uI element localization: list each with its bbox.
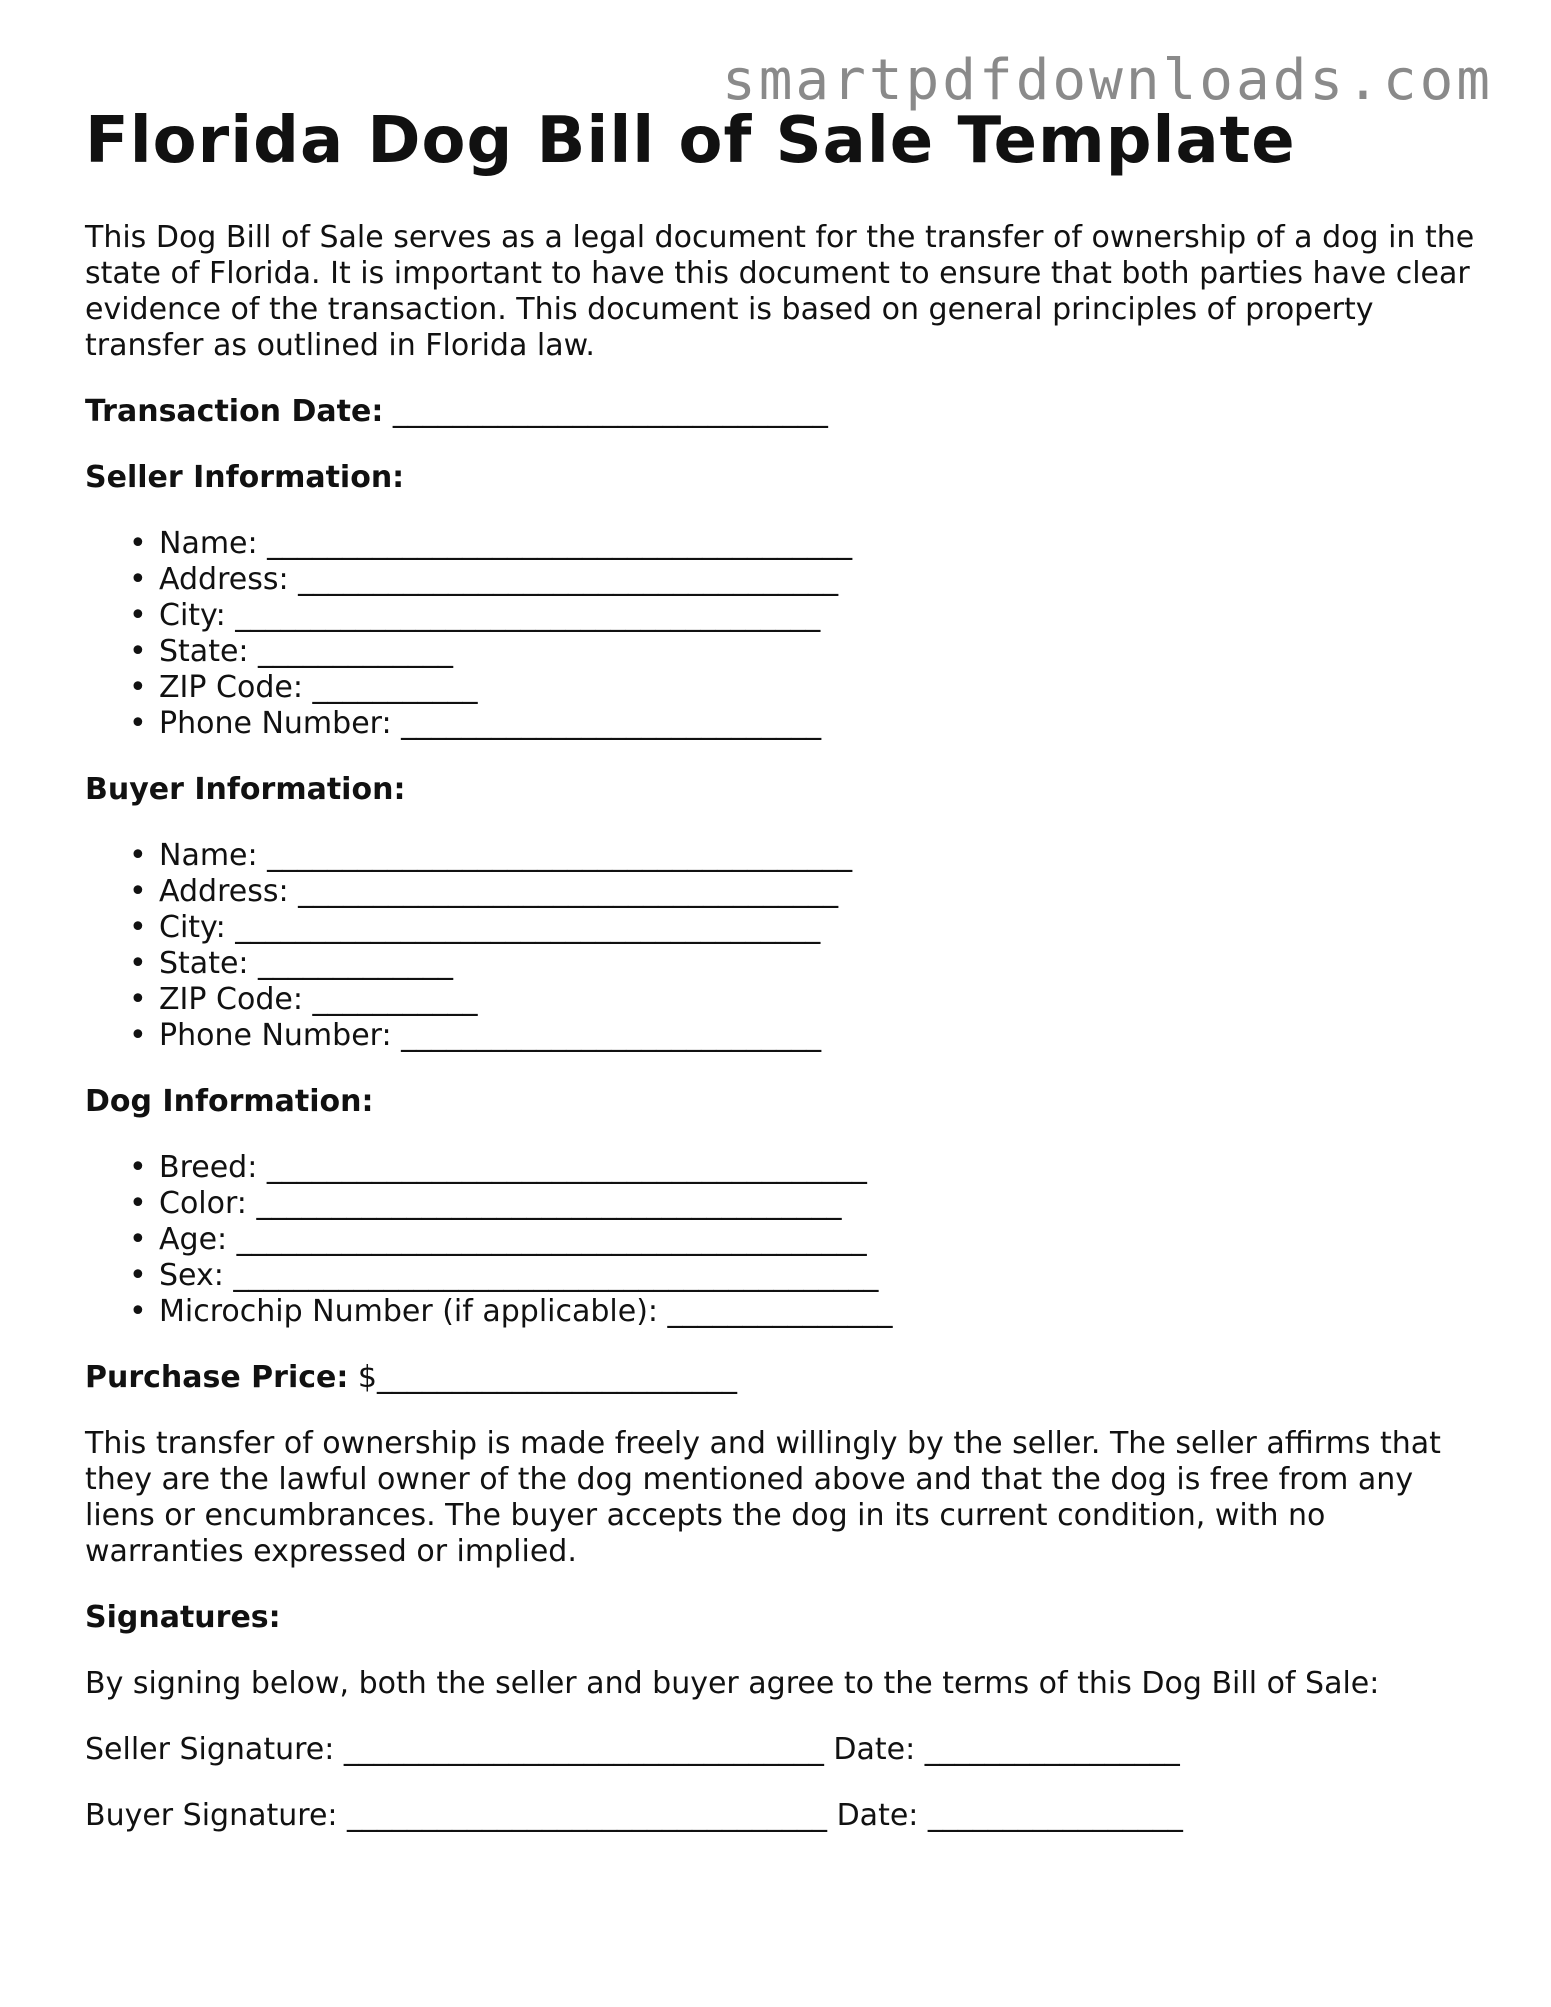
purchase-price-label: Purchase Price: <box>85 1360 349 1395</box>
seller-info-list <box>85 526 1475 742</box>
document-body <box>85 220 1475 1864</box>
purchase-price-field[interactable] <box>85 1360 1475 1396</box>
bullet: • <box>129 598 147 633</box>
watermark: smartpdfdownloads.com <box>721 48 1493 113</box>
list-item[interactable] <box>129 706 1475 742</box>
list-item[interactable] <box>129 1018 1475 1054</box>
seller-signature-line[interactable]: Seller Signature: ________________________________ Date: _________________ <box>85 1732 1180 1767</box>
dog-sex-field[interactable]: Sex: ___________________________________________ <box>159 1258 879 1293</box>
list-item[interactable] <box>129 526 1475 562</box>
dog-breed-field[interactable]: Breed: ________________________________________ <box>159 1150 867 1185</box>
dog-info-list <box>85 1150 1475 1330</box>
seller-state-field[interactable]: State: _____________ <box>159 634 454 669</box>
bullet: • <box>129 946 147 981</box>
bullet: • <box>129 1018 147 1053</box>
bullet: • <box>129 910 147 945</box>
bullet: • <box>129 1258 147 1293</box>
list-item[interactable] <box>129 562 1475 598</box>
list-item[interactable] <box>129 982 1475 1018</box>
seller-city-field[interactable]: City: _______________________________________ <box>159 598 821 633</box>
dog-age-field[interactable]: Age: __________________________________________ <box>159 1222 867 1257</box>
bullet: • <box>129 526 147 561</box>
seller-phone-field[interactable]: Phone Number: ____________________________ <box>159 706 822 741</box>
list-item[interactable] <box>129 598 1475 634</box>
bullet: • <box>129 874 147 909</box>
bullet: • <box>129 634 147 669</box>
buyer-phone-field[interactable]: Phone Number: ____________________________ <box>159 1018 822 1053</box>
bullet: • <box>129 1150 147 1185</box>
bullet: • <box>129 670 147 705</box>
dog-color-field[interactable]: Color: _______________________________________ <box>159 1186 842 1221</box>
intro-paragraph: This Dog Bill of Sale serves as a legal document for the transfer of ownership of a dog in the state of Florida. It is important to have this document to ensure that both parties have clear evidence of the transaction. This document is based on general principles of property transfer as outlined in Florida law. <box>85 220 1475 363</box>
list-item[interactable] <box>129 634 1475 670</box>
page-title: Florida Dog Bill of Sale Template <box>85 104 1296 178</box>
signatures-statement: By signing below, both the seller and buyer agree to the terms of this Dog Bill of Sale: <box>85 1666 1380 1701</box>
buyer-info-list <box>85 838 1475 1054</box>
transaction-date-field[interactable] <box>85 394 1475 430</box>
seller-address-field[interactable]: Address: ____________________________________ <box>159 562 839 597</box>
bullet: • <box>129 838 147 873</box>
purchase-price-blank[interactable]: $________________________ <box>348 1360 737 1395</box>
buyer-city-field[interactable]: City: _______________________________________ <box>159 910 821 945</box>
signatures-heading: Signatures: <box>85 1600 281 1635</box>
dog-microchip-field[interactable]: Microchip Number (if applicable): _______________ <box>159 1294 893 1329</box>
transaction-date-blank[interactable]: _____________________________ <box>383 394 828 429</box>
transaction-date-label: Transaction Date: <box>85 394 384 429</box>
buyer-address-field[interactable]: Address: ____________________________________ <box>159 874 839 909</box>
buyer-state-field[interactable]: State: _____________ <box>159 946 454 981</box>
bullet: • <box>129 562 147 597</box>
list-item[interactable] <box>129 1150 1475 1186</box>
list-item[interactable] <box>129 1222 1475 1258</box>
buyer-zip-field[interactable]: ZIP Code: ___________ <box>159 982 478 1017</box>
seller-zip-field[interactable]: ZIP Code: ___________ <box>159 670 478 705</box>
list-item[interactable] <box>129 946 1475 982</box>
list-item[interactable] <box>129 1294 1475 1330</box>
seller-name-field[interactable]: Name: _______________________________________ <box>159 526 853 561</box>
buyer-signature-line[interactable]: Buyer Signature: ________________________________ Date: _________________ <box>85 1798 1183 1833</box>
buyer-name-field[interactable]: Name: _______________________________________ <box>159 838 853 873</box>
list-item[interactable] <box>129 670 1475 706</box>
list-item[interactable] <box>129 838 1475 874</box>
bullet: • <box>129 1294 147 1329</box>
dog-heading: Dog Information: <box>85 1084 374 1119</box>
buyer-heading: Buyer Information: <box>85 772 406 807</box>
list-item[interactable] <box>129 874 1475 910</box>
bullet: • <box>129 706 147 741</box>
list-item[interactable] <box>129 910 1475 946</box>
list-item[interactable] <box>129 1258 1475 1294</box>
list-item[interactable] <box>129 1186 1475 1222</box>
bullet: • <box>129 1222 147 1257</box>
seller-heading: Seller Information: <box>85 460 405 495</box>
bullet: • <box>129 982 147 1017</box>
bullet: • <box>129 1186 147 1221</box>
terms-paragraph: This transfer of ownership is made freely and willingly by the seller. The seller affirms that they are the lawful owner of the dog mentioned above and that the dog is free from any liens or encumbrances. The buyer accepts the dog in its current condition, with no warranties expressed or implied. <box>85 1426 1441 1569</box>
